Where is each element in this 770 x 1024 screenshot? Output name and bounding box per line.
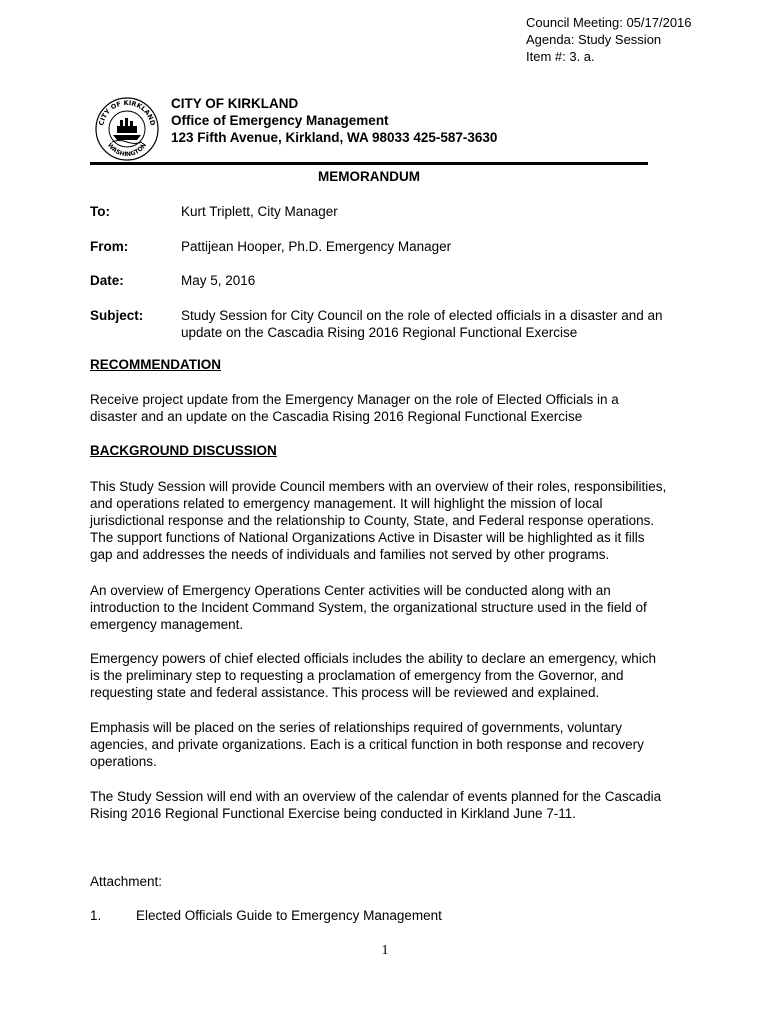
meeting-info	[526, 14, 692, 65]
paragraph-line: gap and addresses the needs of individuals and families not served by other programs.	[90, 547, 610, 562]
seal-top-text: CITY OF KIRKLAND	[97, 98, 157, 127]
paragraph-line: agencies, and private organizations. Each is a critical function in both response and recovery	[90, 737, 644, 752]
subject-value	[181, 307, 691, 341]
memo-title: MEMORANDUM	[318, 169, 420, 184]
background-paragraph-1	[90, 478, 690, 563]
subject-label: Subject:	[90, 308, 144, 323]
recommendation-heading: RECOMMENDATION	[90, 357, 221, 372]
attachment-label: Attachment:	[90, 874, 163, 889]
paragraph-line: Emergency powers of chief elected officials includes the ability to declare an emergency, which	[90, 651, 657, 666]
background-heading: BACKGROUND DISCUSSION	[90, 443, 277, 458]
background-paragraph-5	[90, 788, 690, 822]
background-paragraph-4	[90, 719, 690, 770]
paragraph-line: requesting state and federal assistance. This process will be reviewed and explained.	[90, 685, 600, 700]
paragraph-line: and operations related to emergency management. It will highlight the mission of local	[90, 496, 603, 511]
date-value: May 5, 2016	[181, 273, 256, 288]
org-name: CITY OF KIRKLAND	[171, 96, 299, 111]
background-paragraph-3	[90, 650, 690, 701]
date-label: Date:	[90, 273, 124, 288]
paragraph-line: jurisdictional response and the relationship to County, State, and Federal response operations.	[90, 513, 655, 528]
paragraph-line: is the preliminary step to requesting a proclamation of emergency from the Governor, and	[90, 668, 624, 683]
paragraph-line: The Study Session will end with an overview of the calendar of events planned for the Cascadia	[90, 789, 662, 804]
paragraph-line: Emphasis will be placed on the series of relationships required of governments, voluntary	[90, 720, 623, 735]
meeting-item: Item #: 3. a.	[526, 49, 595, 64]
paragraph-line: introduction to the Incident Command System, the organizational structure used in the field of	[90, 600, 647, 615]
meeting-agenda: Agenda: Study Session	[526, 32, 662, 47]
organization-header	[171, 95, 497, 146]
meeting-date: Council Meeting: 05/17/2016	[526, 15, 692, 30]
to-value: Kurt Triplett, City Manager	[181, 204, 338, 219]
paragraph-line: Rising 2016 Regional Functional Exercise being conducted in Kirkland June 7-11.	[90, 806, 577, 821]
from-value: Pattijean Hooper, Ph.D. Emergency Manager	[181, 239, 452, 254]
paragraph-line: emergency management.	[90, 617, 244, 632]
page-number: 1	[381, 943, 389, 958]
org-address: 123 Fifth Avenue, Kirkland, WA 98033 425-587-3630	[171, 130, 498, 145]
city-seal-logo	[94, 96, 160, 162]
to-label: To:	[90, 204, 110, 219]
paragraph-line: disaster and an update on the Cascadia Rising 2016 Regional Functional Exercise	[90, 409, 583, 424]
org-office: Office of Emergency Management	[171, 113, 389, 128]
paragraph-line: Receive project update from the Emergency Manager on the role of Elected Officials in a	[90, 392, 619, 407]
recommendation-paragraph	[90, 391, 690, 425]
background-paragraph-2	[90, 582, 690, 633]
paragraph-line: The support functions of National Organizations Active in Disaster will be highlighted as it fills	[90, 530, 645, 545]
subject-line: Study Session for City Council on the role of elected officials in a disaster and an	[181, 308, 663, 323]
paragraph-line: operations.	[90, 754, 157, 769]
header-divider	[90, 162, 648, 165]
paragraph-line: An overview of Emergency Operations Center activities will be conducted along with an	[90, 583, 611, 598]
attachment-item-number: 1.	[90, 908, 102, 923]
seal-bottom-text: WASHINGTON	[105, 141, 149, 159]
from-label: From:	[90, 239, 129, 254]
attachment-item-text: Elected Officials Guide to Emergency Management	[136, 908, 442, 923]
paragraph-line: This Study Session will provide Council members with an overview of their roles, responsibilities,	[90, 479, 667, 494]
subject-line: update on the Cascadia Rising 2016 Regional Functional Exercise	[181, 325, 578, 340]
